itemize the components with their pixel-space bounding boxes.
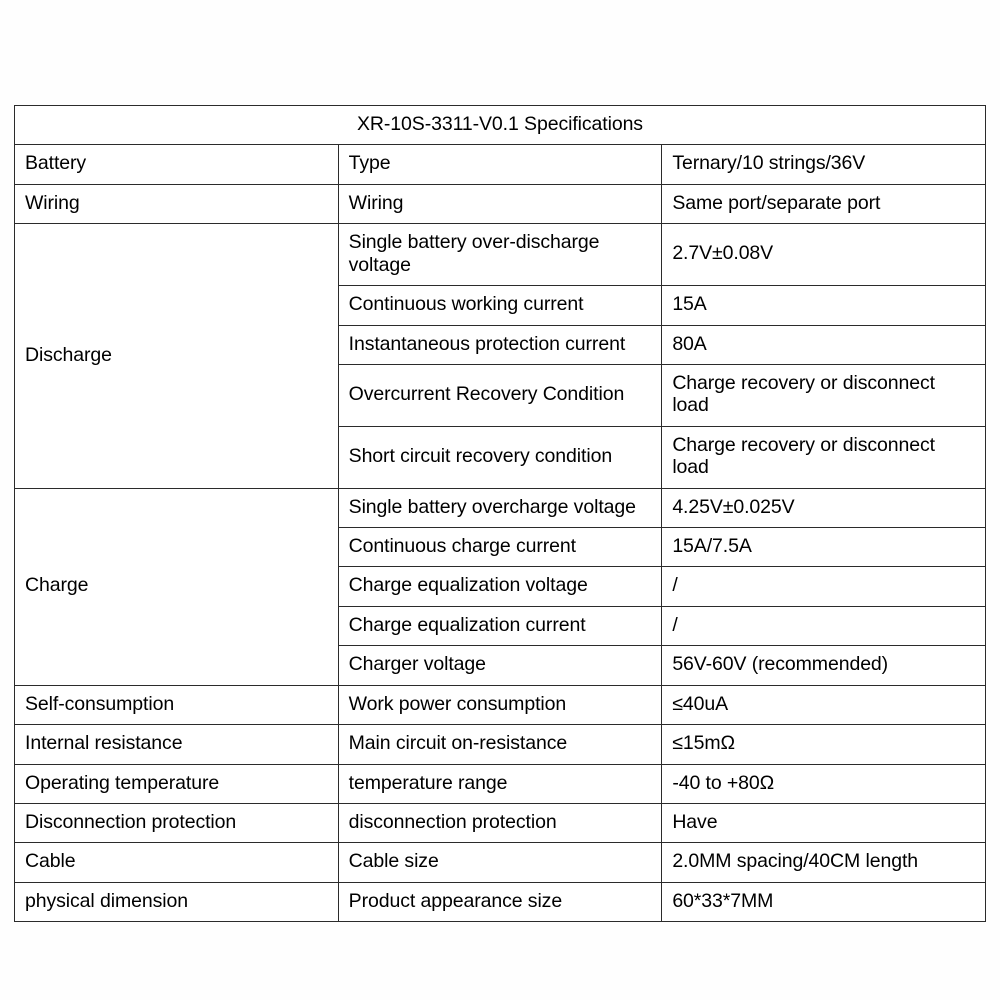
param-charge-1: Continuous charge current [338, 528, 662, 567]
table-row [15, 488, 986, 527]
table-title-row [15, 106, 986, 145]
specification-table [14, 105, 986, 922]
value-charge-0: 4.25V±0.025V [662, 488, 986, 527]
value-charge-2: / [662, 567, 986, 606]
category-self-consumption: Self-consumption [15, 685, 339, 724]
param-product-appearance-size: Product appearance size [338, 882, 662, 921]
param-discharge-0: Single battery over-discharge voltage [338, 224, 662, 286]
table-row [15, 882, 986, 921]
value-discharge-2: 80A [662, 325, 986, 364]
specification-table-body [15, 106, 986, 922]
value-cable-size: 2.0MM spacing/40CM length [662, 843, 986, 882]
value-charge-4: 56V-60V (recommended) [662, 646, 986, 685]
param-discharge-3: Overcurrent Recovery Condition [338, 364, 662, 426]
param-discharge-2: Instantaneous protection current [338, 325, 662, 364]
category-operating-temperature: Operating temperature [15, 764, 339, 803]
param-disconnection-protection: disconnection protection [338, 804, 662, 843]
param-charge-2: Charge equalization voltage [338, 567, 662, 606]
value-internal-resistance: ≤15mΩ [662, 725, 986, 764]
value-wiring: Same port/separate port [662, 184, 986, 223]
page-title: XR-10S-3311-V0.1 Specifications [15, 106, 986, 145]
value-discharge-3: Charge recovery or disconnect load [662, 364, 986, 426]
table-row [15, 764, 986, 803]
param-operating-temperature: temperature range [338, 764, 662, 803]
category-physical-dimension: physical dimension [15, 882, 339, 921]
table-row [15, 725, 986, 764]
param-cable-size: Cable size [338, 843, 662, 882]
param-internal-resistance: Main circuit on-resistance [338, 725, 662, 764]
table-row [15, 804, 986, 843]
value-discharge-1: 15A [662, 286, 986, 325]
value-operating-temperature: -40 to +80Ω [662, 764, 986, 803]
param-battery-type: Type [338, 145, 662, 184]
value-charge-3: / [662, 606, 986, 645]
value-product-appearance-size: 60*33*7MM [662, 882, 986, 921]
table-row [15, 224, 986, 286]
param-discharge-4: Short circuit recovery condition [338, 426, 662, 488]
param-charge-3: Charge equalization current [338, 606, 662, 645]
value-charge-1: 15A/7.5A [662, 528, 986, 567]
category-internal-resistance: Internal resistance [15, 725, 339, 764]
value-disconnection-protection: Have [662, 804, 986, 843]
specification-table-container [14, 105, 986, 922]
param-self-consumption: Work power consumption [338, 685, 662, 724]
param-charge-0: Single battery overcharge voltage [338, 488, 662, 527]
category-wiring: Wiring [15, 184, 339, 223]
param-charge-4: Charger voltage [338, 646, 662, 685]
value-self-consumption: ≤40uA [662, 685, 986, 724]
category-discharge: Discharge [15, 224, 339, 488]
table-row [15, 184, 986, 223]
category-cable: Cable [15, 843, 339, 882]
category-disconnection-protection: Disconnection protection [15, 804, 339, 843]
category-battery: Battery [15, 145, 339, 184]
param-discharge-1: Continuous working current [338, 286, 662, 325]
value-discharge-4: Charge recovery or disconnect load [662, 426, 986, 488]
table-row [15, 685, 986, 724]
value-discharge-0: 2.7V±0.08V [662, 224, 986, 286]
table-row [15, 843, 986, 882]
table-row [15, 145, 986, 184]
value-battery-type: Ternary/10 strings/36V [662, 145, 986, 184]
param-wiring: Wiring [338, 184, 662, 223]
category-charge: Charge [15, 488, 339, 685]
